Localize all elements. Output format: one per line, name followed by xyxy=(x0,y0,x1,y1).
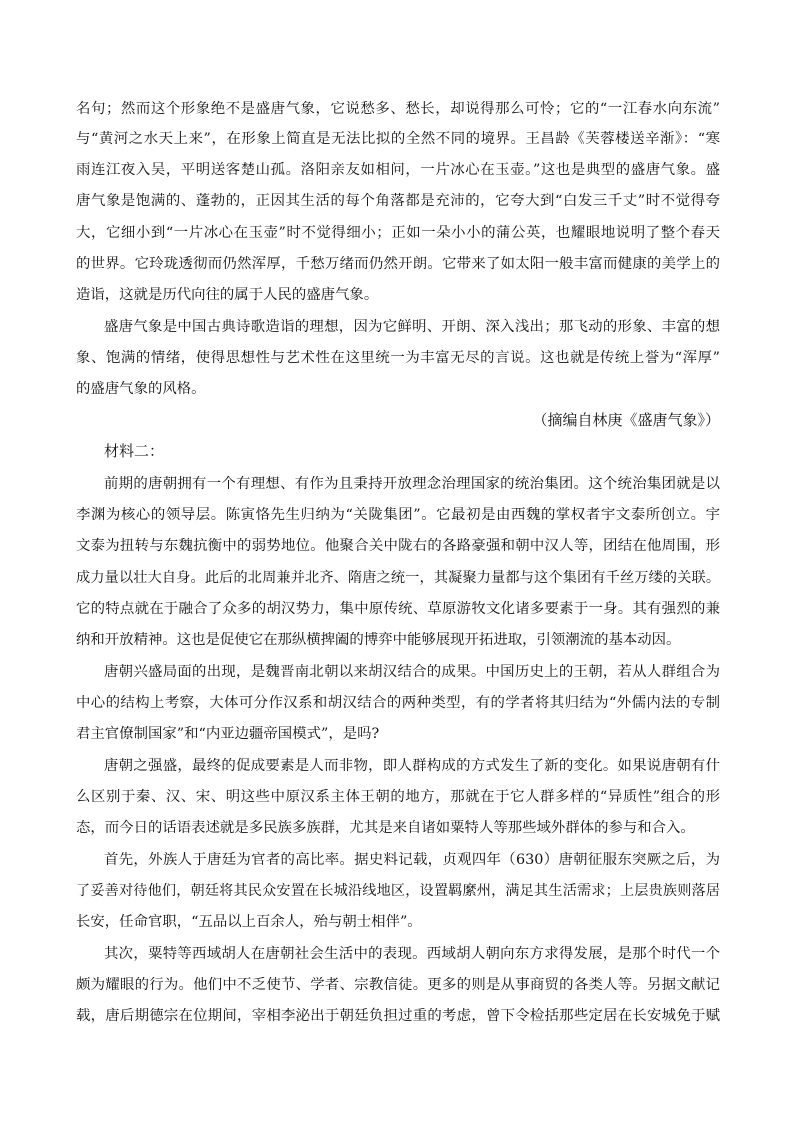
text-line: 么区别于秦、汉、宋、明这些中原汉系主体王朝的地方，那就在于它人群多样的“异质性”组合的形 xyxy=(76,789,720,805)
text-line: 前期的唐朝拥有一个有理想、有作为且秉持开放理念治理国家的统治集团。这个统治集团就是以 xyxy=(104,476,720,492)
text-line: 文泰为扭转与东魏抗衡中的弱势地位。他聚合关中陇右的各路豪强和朝中汉人等，团结在他周围，形 xyxy=(76,538,720,554)
text-line: 与“黄河之水天上来”，在形象上简直是无法比拟的全然不同的境界。王昌龄《芙蓉楼送辛渐》：“寒 xyxy=(76,131,720,147)
text-line: 的盛唐气象的风格。 xyxy=(76,381,206,397)
text-line: 雨连江夜入吴，平明送客楚山孤。洛阳亲友如相问，一片冰心在玉壶。”这也是典型的盛唐气象。盛 xyxy=(76,162,720,178)
text-line: 载，唐后期德宗在位期间，宰相李泌出于朝廷负担过重的考虑，曾下令检括那些定居在长安城免于赋 xyxy=(76,1008,720,1024)
text-line: 态，而今日的话语表述就是多民族多族群，尤其是来自诸如粟特人等那些域外群体的参与和合入。 xyxy=(76,820,695,836)
text-line: 长安，任命官职，“五品以上百余人，殆与朝士相伴”。 xyxy=(76,914,422,930)
text-line: 李渊为核心的领导层。陈寅恪先生归纳为“关陇集团”。它最初是由西魏的掌权者宇文泰所创立。宇 xyxy=(76,507,720,523)
text-line: 盛唐气象是中国古典诗歌造诣的理想，因为它鲜明、开朗、深入浅出；那飞动的形象、丰富的想 xyxy=(104,319,720,335)
text-line: 造诣，这就是历代向往的属于人民的盛唐气象。 xyxy=(76,287,379,303)
section-heading: 材料二： xyxy=(104,444,165,460)
text-line: 唐气象是饱满的、蓬勃的，正因其生活的每个角落都是充沛的，它夸大到“白发三千丈”时不觉得夸 xyxy=(76,193,720,209)
text-line: 纳和开放精神。这也是促使它在那纵横捭阖的博弈中能够展现开拓进取，引领潮流的基本动因。 xyxy=(76,632,681,648)
text-line: 唐朝兴盛局面的出现，是魏晋南北朝以来胡汉结合的成果。中国历史上的王朝，若从人群组合为 xyxy=(104,664,720,680)
text-line: 唐朝之强盛，最终的促成要素是人而非物，即人群构成的方式发生了新的变化。如果说唐朝有什 xyxy=(104,758,720,774)
text-line: 象、饱满的情绪，使得思想性与艺术性在这里统一为丰富无尽的言说。这也就是传统上誉为“浑厚” xyxy=(76,350,720,366)
text-line: 大，它细小到“一片冰心在玉壶”时不觉得细小；正如一朵小小的蒲公英，也耀眼地说明了整个春天 xyxy=(76,225,720,241)
text-line: 中心的结构上考察，大体可分作汉系和胡汉结合的两种类型，有的学者将其归结为“外儒内法的专制 xyxy=(76,695,720,711)
text-line: 它的特点就在于融合了众多的胡汉势力，集中原传统、草原游牧文化诸多要素于一身。其有强烈的兼 xyxy=(76,601,720,617)
text-line: 了妥善对待他们，朝廷将其民众安置在长城沿线地区，设置羁縻州，满足其生活需求；上层贵族则落居 xyxy=(76,883,720,899)
text-line: 君主官僚制国家”和“内亚边疆帝国模式”，是吗? xyxy=(76,726,380,742)
text-line: 的世界。它玲珑透彻而仍然浑厚，千愁万绪而仍然开朗。它带来了如太阳一般丰富而健康的美学上的 xyxy=(76,256,720,272)
text-line: 名句；然而这个形象绝不是盛唐气象，它说愁多、愁长，却说得那么可怜；它的“一江春水向东流” xyxy=(76,101,720,117)
text-line: 首先，外族人于唐廷为官者的高比率。据史料记载，贞观四年（630）唐朝征服东突厥之后，为 xyxy=(104,852,720,868)
text-line: 颇为耀眼的行为。他们中不乏使节、学者、宗教信徒。更多的则是从事商贸的各类人等。另据文献记 xyxy=(76,977,720,993)
source-citation: （摘编自林庚《盛唐气象》） xyxy=(532,413,720,429)
text-line: 其次，粟特等西域胡人在唐朝社会生活中的表现。西域胡人朝向东方求得发展，是那个时代一个 xyxy=(104,946,720,962)
text-line: 成力量以壮大自身。此后的北周兼并北齐、隋唐之统一，其凝聚力量都与这个集团有千丝万缕的关联。 xyxy=(76,570,720,586)
